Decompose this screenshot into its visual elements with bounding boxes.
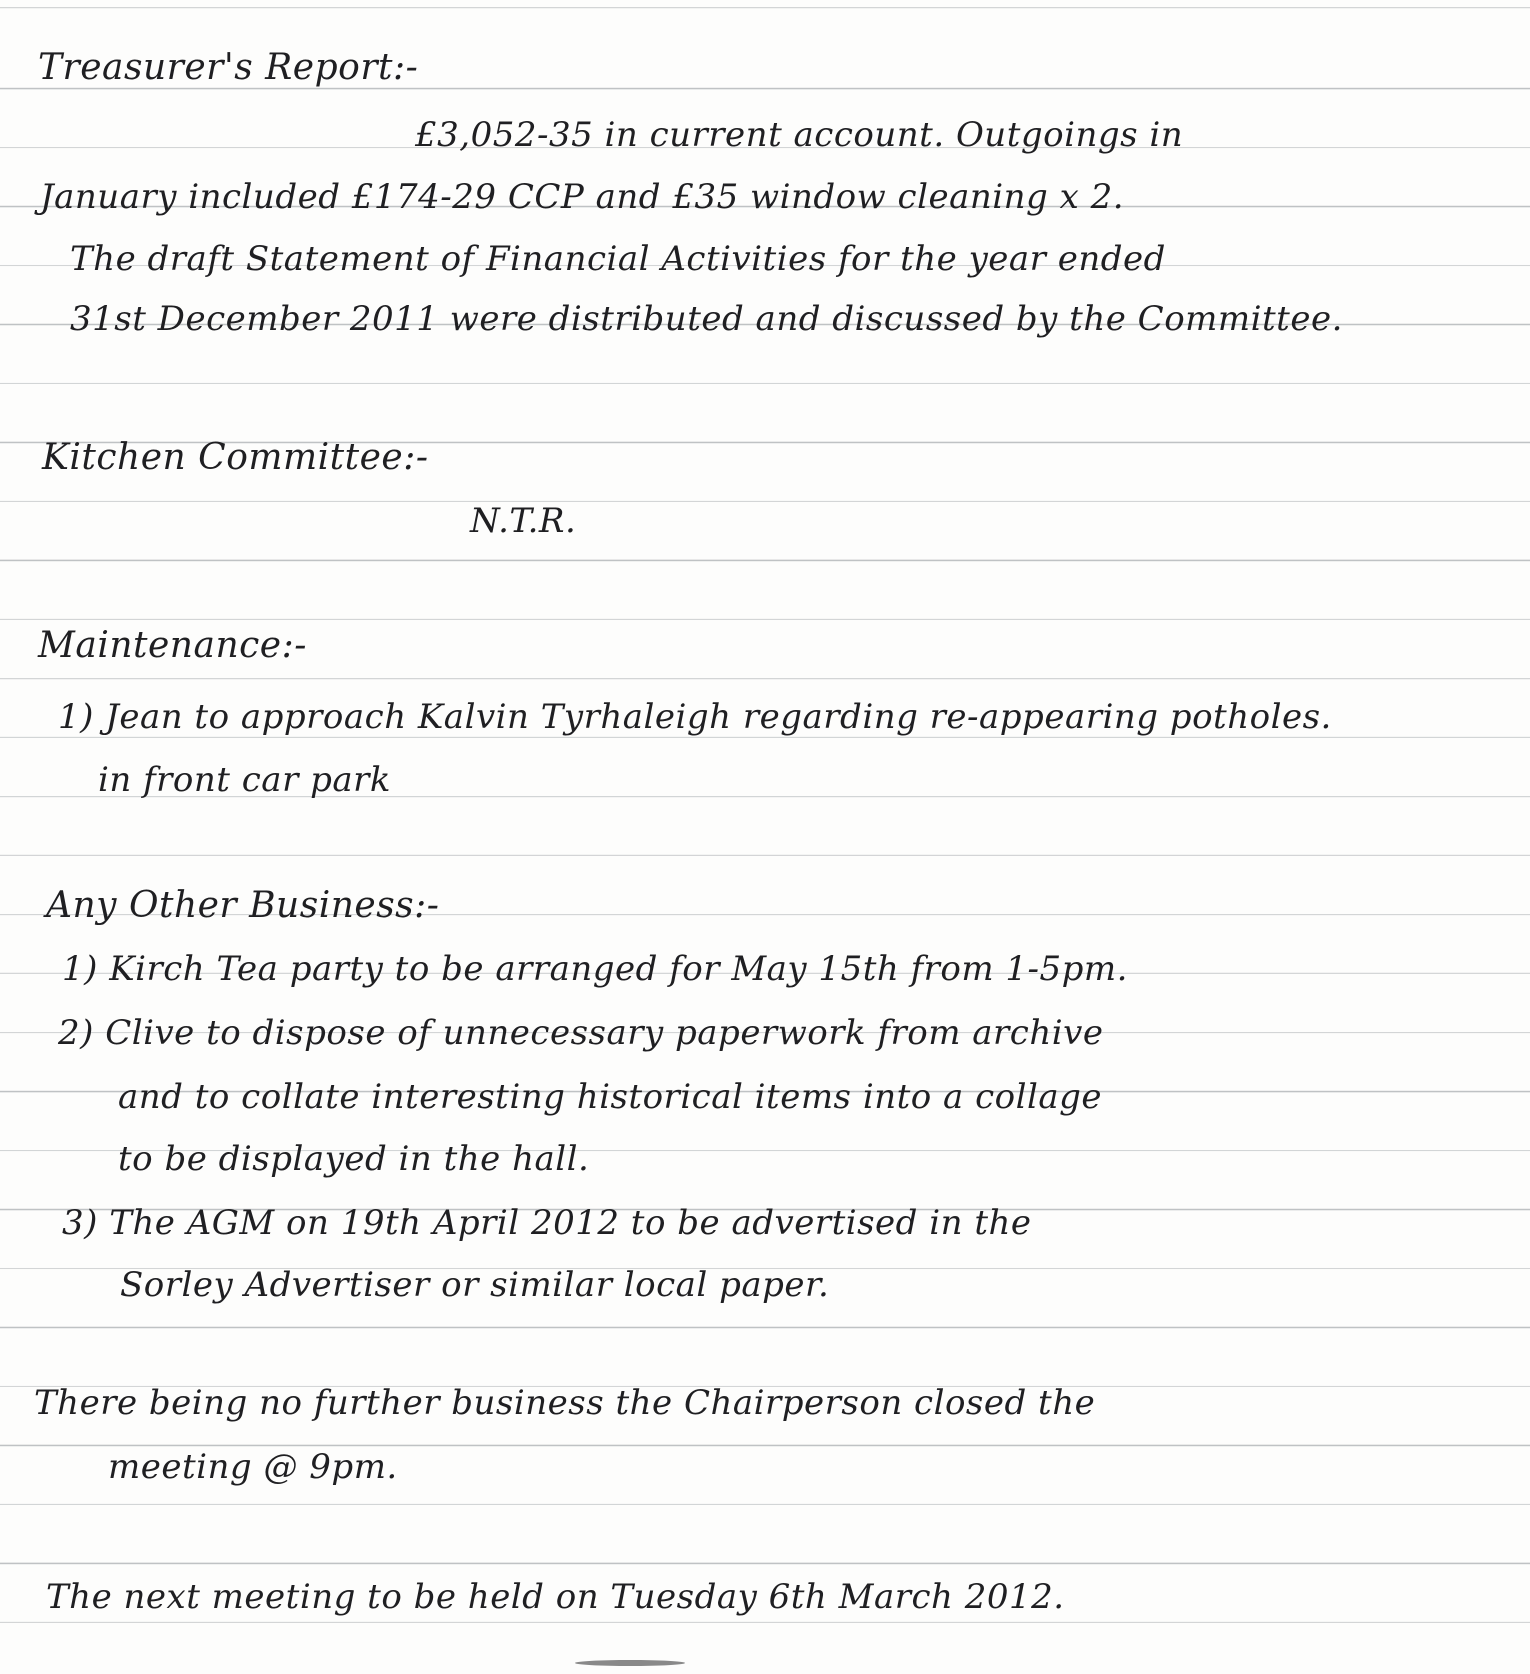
treasurer-line-4: 31st December 2011 were distributed and discussed by the Committee. <box>70 299 1343 339</box>
closing-line-2: meeting @ 9pm. <box>108 1447 398 1487</box>
ink-smudge-mark <box>575 1660 685 1666</box>
treasurer-line-3: The draft Statement of Financial Activities for the year ended <box>70 239 1166 279</box>
maintenance-item-1: 1) Jean to approach Kalvin Tyrhaleigh regarding re-appearing potholes. <box>58 697 1332 737</box>
aob-item-2-cont-1: and to collate interesting historical items into a collage <box>118 1077 1103 1117</box>
treasurer-line-1: £3,052-35 in current account. Outgoings in <box>415 115 1184 155</box>
kitchen-committee-ntr: N.T.R. <box>470 501 577 541</box>
closing-line-1: There being no further business the Chairperson closed the <box>34 1383 1096 1423</box>
aob-item-2: 2) Clive to dispose of unnecessary paperwork from archive <box>58 1013 1104 1053</box>
any-other-business-heading: Any Other Business:- <box>46 885 440 926</box>
aob-item-2-cont-2: to be displayed in the hall. <box>118 1139 590 1179</box>
maintenance-heading: Maintenance:- <box>38 625 307 666</box>
treasurer-report-heading: Treasurer's Report:- <box>38 47 419 88</box>
aob-item-1: 1) Kirch Tea party to be arranged for May 15th from 1-5pm. <box>62 949 1128 989</box>
treasurer-line-2: January included £174-29 CCP and £35 window cleaning x 2. <box>40 177 1125 217</box>
aob-item-3: 3) The AGM on 19th April 2012 to be advertised in the <box>62 1203 1032 1243</box>
next-meeting-line: The next meeting to be held on Tuesday 6th March 2012. <box>46 1577 1065 1617</box>
kitchen-committee-heading: Kitchen Committee:- <box>42 437 429 478</box>
aob-item-3-cont: Sorley Advertiser or similar local paper. <box>120 1265 830 1305</box>
maintenance-item-1-cont: in front car park <box>98 760 392 800</box>
